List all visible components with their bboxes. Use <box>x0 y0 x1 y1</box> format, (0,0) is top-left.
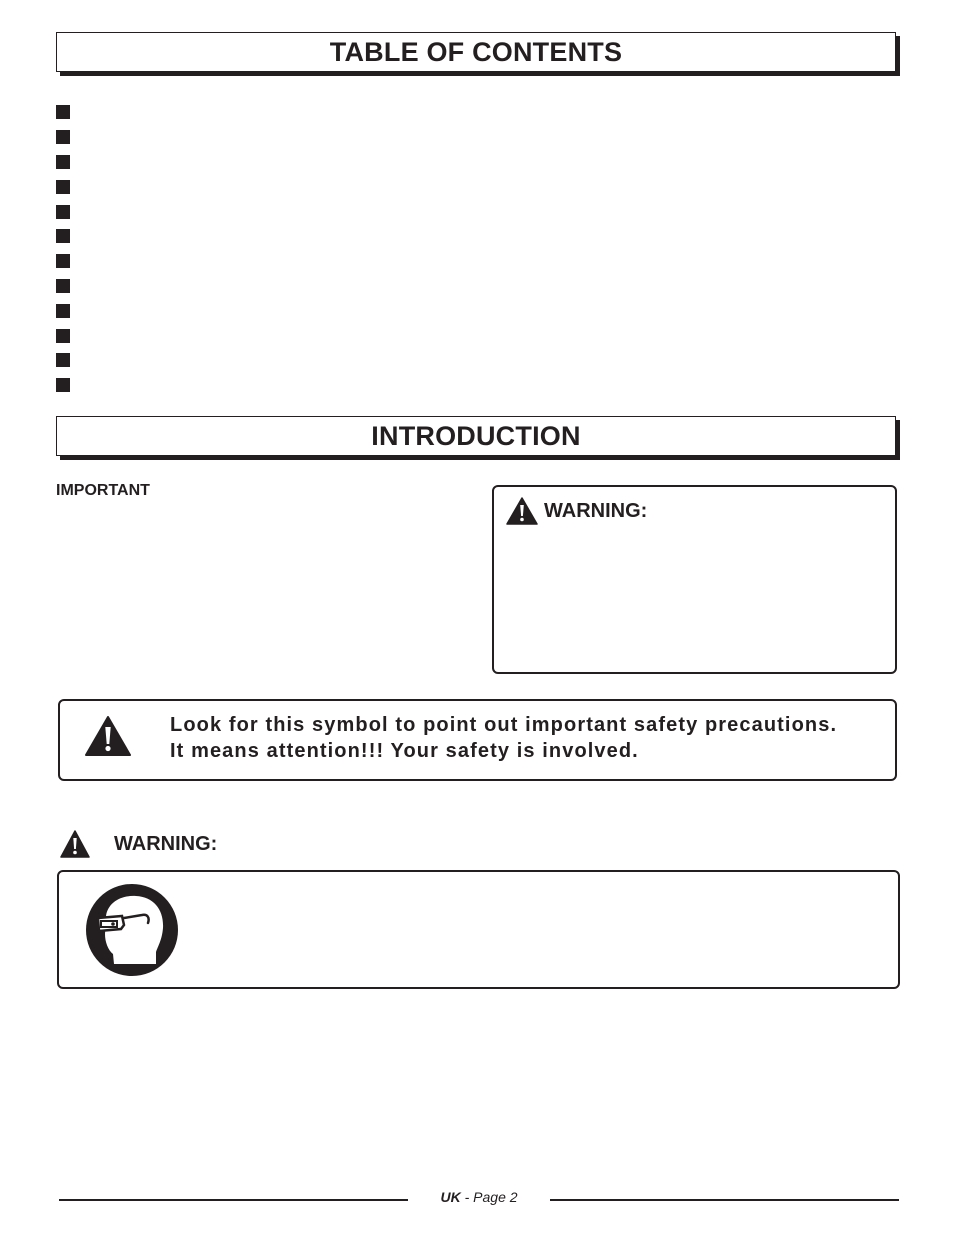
toc-header <box>56 32 896 72</box>
square-bullet-icon <box>56 105 70 119</box>
toc-item <box>56 373 70 398</box>
square-bullet-icon <box>56 329 70 343</box>
square-bullet-icon <box>56 304 70 318</box>
safety-symbol-box <box>58 699 897 781</box>
eye-warning-label: WARNING: <box>114 832 218 855</box>
warning-triangle-icon <box>506 497 538 525</box>
warning-box <box>492 485 897 674</box>
safety-alert-icon <box>84 715 132 757</box>
square-bullet-icon <box>56 180 70 194</box>
footer-region: UK <box>440 1189 461 1205</box>
toc-item <box>56 274 70 299</box>
toc-item <box>56 174 70 199</box>
toc-title: TABLE OF CONTENTS <box>329 36 623 67</box>
toc-item <box>56 100 70 125</box>
safety-symbol-text <box>170 712 837 764</box>
warning-box-title <box>506 497 647 525</box>
square-bullet-icon <box>56 279 70 293</box>
introduction-header <box>56 416 896 456</box>
square-bullet-icon <box>56 229 70 243</box>
square-bullet-icon <box>56 378 70 392</box>
toc-item <box>56 125 70 150</box>
toc-item <box>56 298 70 323</box>
introduction-title: INTRODUCTION <box>371 420 581 451</box>
square-bullet-icon <box>56 254 70 268</box>
square-bullet-icon <box>56 205 70 219</box>
toc-list <box>56 100 70 398</box>
safety-text-line2: It means attention!!! Your safety is involved. <box>170 740 639 762</box>
safety-goggles-icon <box>84 884 180 976</box>
footer-separator: - <box>460 1189 474 1205</box>
eye-protection-warning <box>60 830 217 858</box>
toc-item <box>56 199 70 224</box>
square-bullet-icon <box>56 130 70 144</box>
toc-item <box>56 224 70 249</box>
toc-item <box>56 323 70 348</box>
footer-rule-right <box>550 1199 899 1201</box>
important-label: IMPORTANT <box>56 482 150 499</box>
toc-item <box>56 348 70 373</box>
footer-page-number: Page 2 <box>473 1189 518 1205</box>
toc-item <box>56 150 70 175</box>
toc-item <box>56 249 70 274</box>
eye-protection-box <box>57 870 900 989</box>
square-bullet-icon <box>56 353 70 367</box>
warning-box-label: WARNING: <box>544 499 648 522</box>
square-bullet-icon <box>56 155 70 169</box>
footer-page-label <box>408 1189 550 1205</box>
warning-triangle-icon <box>60 830 90 858</box>
safety-text-line1: Look for this symbol to point out important safety precautions. <box>170 714 838 736</box>
footer-rule-left <box>59 1199 408 1201</box>
